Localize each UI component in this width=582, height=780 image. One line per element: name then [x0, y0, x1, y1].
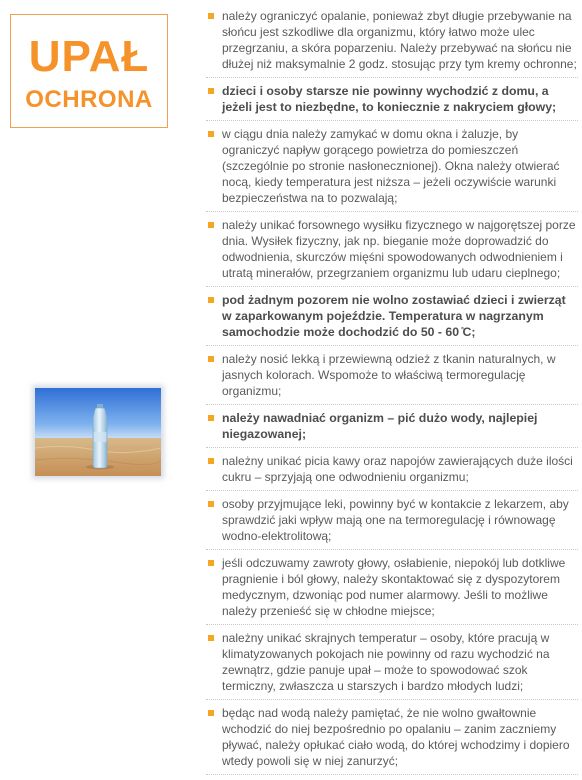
list-item	[206, 292, 578, 346]
list-item-text: dzieci i osoby starsze nie powinny wychodzić z domu, a jeżeli jest to niezbędne, to koniecznie z nakryciem głowy;	[222, 84, 557, 114]
list-item	[206, 496, 578, 550]
list-item-text: należny unikać skrajnych temperatur – osoby, które pracują w klimatyzowanych pokojach nie powinny od razu wychodzić na zewnątrz, gdzie panuje upał – może to spowodować szok termiczny, zwłaszcza u starszych i bardzo młodych ludzi;	[222, 631, 550, 693]
bullet-square-icon	[208, 13, 214, 19]
list-item-text: należy nosić lekką i przewiewną odzież z tkanin naturalnych, w jasnych kolorach. Wspomoże to właściwą termoregulację organizmu;	[222, 352, 556, 398]
bullet-square-icon	[208, 88, 214, 94]
list-item	[206, 83, 578, 121]
list-item	[206, 630, 578, 700]
badge-subtitle: OCHRONA	[25, 86, 153, 113]
bullet-square-icon	[208, 356, 214, 362]
list-item-text: należy ograniczyć opalanie, ponieważ zbyt długie przebywanie na słońcu jest szkodliwe dla organizmu, który łatwo może ulec przegrzaniu, a skóra poparzeniu. Należy przebywać na słońcu nie dłużej niż maksymalnie 2 godz. stosując przy tym kremy ochronne;	[222, 9, 577, 71]
water-bottle-illustration	[35, 388, 161, 476]
list-item-text: jeśli odczuwamy zawroty głowy, osłabienie, niepokój lub dotkliwe pragnienie i ból głowy, należy skontaktować się z dyspozytorem medycznym, dzwoniąc pod numer alarmowy. Jeśli to możliwe należy przenieść się w chłodne miejsce;	[222, 556, 566, 618]
bullet-square-icon	[208, 297, 214, 303]
bullet-square-icon	[208, 222, 214, 228]
list-item-text: będąc nad wodą należy pamiętać, że nie wolno gwałtownie wchodzić do niej bezpośrednio po opalaniu – zanim zaczniemy pływać, należy opłukać ciało wodą, do której wchodzimy i dopiero wtedy powoli się w niej zanurzyć;	[222, 706, 570, 768]
bullet-square-icon	[208, 458, 214, 464]
list-item-text: należy nawadniać organizm – pić dużo wody, najlepiej niegazowanej;	[222, 411, 538, 441]
bullet-square-icon	[208, 131, 214, 137]
water-bottle-desert-image	[35, 388, 161, 476]
heat-protection-tips-list	[206, 8, 578, 780]
bullet-square-icon	[208, 635, 214, 641]
badge-title: UPAŁ	[28, 32, 150, 81]
list-item-text: należy unikać forsownego wysiłku fizycznego w najgorętszej porze dnia. Wysiłek fizyczny, jak np. bieganie może doprowadzić do odwodnienia, skurczów mięśni spowodowanych odwodnieniem i utratą minerałów, przegrzaniem organizmu lub udaru cieplnego;	[222, 218, 576, 280]
bullet-square-icon	[208, 560, 214, 566]
list-item-text: pod żadnym pozorem nie wolno zostawiać dzieci i zwierząt w zaparkowanym pojeździe. Temperatura w nagrzanym samochodzie może dochodzić do 50 - 60 ̊C;	[222, 293, 566, 339]
list-item	[206, 126, 578, 212]
list-item	[206, 8, 578, 78]
bullet-square-icon	[208, 710, 214, 716]
bullet-square-icon	[208, 501, 214, 507]
list-item	[206, 705, 578, 775]
list-item	[206, 410, 578, 448]
list-item	[206, 351, 578, 405]
list-item	[206, 217, 578, 287]
list-item-text: w ciągu dnia należy zamykać w domu okna i żaluzje, by ograniczyć napływ gorącego powietrza do pomieszczeń (szczególnie po stronie nasłonecznionej). Okna należy otwierać nocą, kiedy temperatura jest niższa – jeżeli oczywiście warunki bezpieczeństwa na to pozwalają;	[222, 127, 560, 205]
title-badge	[10, 14, 168, 128]
list-item	[206, 453, 578, 491]
list-item-text: osoby przyjmujące leki, powinny być w kontakcie z lekarzem, aby sprawdzić jaki wpływ mają one na termoregulację i równowagę wodno-elektrolitową;	[222, 497, 569, 543]
list-item-text: należny unikać picia kawy oraz napojów zawierających duże ilości cukru – sprzyjają one odwodnieniu organizmu;	[222, 454, 573, 484]
bullet-square-icon	[208, 415, 214, 421]
list-item	[206, 555, 578, 625]
